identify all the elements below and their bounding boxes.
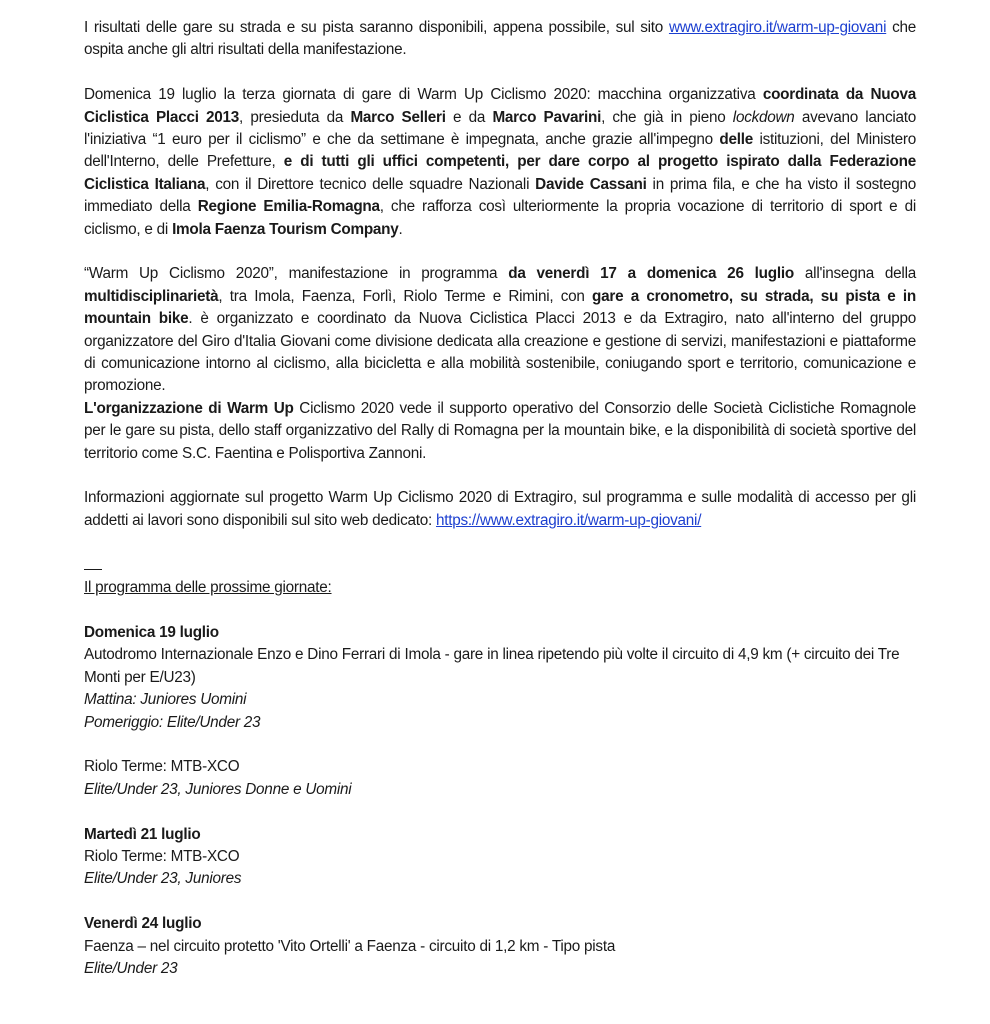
bold-race-types: gare a cronometro, su strada, su pista e in mountain bike (84, 287, 916, 328)
bold-multidisciplinarity: multidisciplinarietà (84, 287, 219, 305)
schedule-day-title: Domenica 19 luglio (84, 623, 219, 641)
text-span: Informazioni aggiornate sul progetto Warm Up Ciclismo 2020 di Extragiro, sul programma e sulle modalità di accesso per gli addetti ai lavori sono disponibili sul sito web dedicato: (84, 489, 916, 529)
schedule-day (84, 913, 916, 980)
event-description-paragraph (84, 263, 916, 397)
event-category: Pomeriggio: Elite/Under 23 (84, 713, 261, 731)
info-link[interactable]: https://www.extragiro.it/warm-up-giovani/ (436, 511, 702, 529)
schedule-day-title: Martedì 21 luglio (84, 825, 201, 843)
schedule-day (84, 622, 916, 801)
bold-organizer: coordinata da Nuova Ciclistica Placci 2013 (84, 86, 917, 126)
division-description: divisione dedicata alla creazione e gestione di servizi, manifestazioni e piattaforme di comunicazione intorno al ciclismo, alla bicicletta e alla mobilità sostenibile, coniugando sport e territorio, comunicazione e promozione. (84, 332, 916, 395)
results-link[interactable]: www.extragiro.it/warm-up-giovani (668, 19, 887, 36)
event-place: Riolo Terme: MTB-XCO (84, 758, 240, 776)
event-place: Faenza – nel circuito protetto 'Vito Ortelli' a Faenza - circuito di 1,2 km - Tipo pista (84, 937, 616, 955)
event-category: Mattina: Juniores Uomini (84, 691, 247, 709)
event-category: Elite/Under 23 (84, 959, 178, 977)
event-place: Riolo Terme: MTB-XCO (84, 847, 240, 865)
results-paragraph (84, 17, 916, 62)
separator-rule (84, 558, 102, 570)
bold-name-cassani: Davide Cassani (535, 175, 647, 193)
bold-tourism-company: Imola Faenza Tourism Company (172, 220, 399, 238)
bold-dates: da venerdì 17 a domenica 26 luglio (508, 265, 794, 283)
bold-organization: L'organizzazione di Warm Up (84, 399, 294, 417)
text-span: istituzioni, del Ministero dell'Interno, delle Prefetture, (84, 131, 916, 171)
text-span: e da (445, 108, 493, 126)
text-span: , tra Imola, Faenza, Forlì, Riolo Terme e Rimini, con (218, 287, 593, 305)
text-span: . (398, 220, 403, 238)
organization-paragraph (84, 398, 916, 465)
bold-name-pavarini: Marco Pavarini (492, 108, 602, 126)
text-span: “Warm Up Ciclismo 2020”, manifestazione in programma (84, 265, 509, 283)
info-paragraph (84, 487, 916, 532)
bold-federation-project: e di tutti gli uffici competenti, per dare corpo al progetto ispirato dalla Federazione Ciclistica Italiana (84, 153, 916, 193)
italic-lockdown: lockdown (732, 108, 795, 126)
document-page (84, 17, 916, 980)
results-text: I risultati delle gare su strada e su pista saranno disponibili, appena possibile, sul sito (84, 19, 669, 36)
text-span: , che già in pieno (601, 108, 733, 126)
text-span: all'insegna della (793, 265, 916, 283)
schedule-day (84, 824, 916, 891)
third-day-paragraph (84, 84, 916, 241)
text-span: , con il Direttore tecnico delle squadre Nazionali (205, 175, 536, 193)
text-span: Ciclismo 2020 vede il supporto operativo del Consorzio delle Società Ciclistiche Romagnole per le gare su pista, dello staff organizzativo del Rally di Romagna per la mountain bike, e la disponibilità di società sportive del territorio come S.C. Faentina e Polisportiva Zannoni. (84, 399, 916, 462)
text-span: , presieduta da (239, 108, 351, 126)
text-span: Domenica 19 luglio la terza giornata di gare di Warm Up Ciclismo 2020: macchina organizzativa (84, 86, 763, 104)
text-span: in prima fila, e che ha visto il sostegno immediato della (84, 175, 917, 216)
text-span: , che rafforza così ulteriormente la propria vocazione di territorio di sport e di ciclismo, e di (84, 198, 916, 238)
event-place: Autodromo Internazionale Enzo e Dino Ferrari di Imola - gare in linea ripetendo più volte il circuito di 4,9 km (+ circuito dei Tre Monti per E/U23) (84, 646, 900, 686)
event-category: Elite/Under 23, Juniores Donne e Uomini (84, 780, 352, 798)
bold-region: Regione Emilia-Romagna (197, 198, 380, 216)
event-category: Elite/Under 23, Juniores (84, 870, 242, 888)
schedule-heading: Il programma delle prossime giornate: (84, 579, 332, 597)
bold-delle: delle (719, 131, 753, 149)
separator (84, 555, 916, 577)
schedule-day-title: Venerdì 24 luglio (84, 915, 202, 933)
text-span: avevano lanciato l'iniziativa “1 euro per il ciclismo” e che da settimane è impegnata, anche grazie all'impegno (84, 108, 917, 149)
bold-name-selleri: Marco Selleri (350, 108, 446, 126)
text-span: . è organizzato e coordinato da Nuova Ciclistica Placci 2013 e da Extragiro, nato all'interno del gruppo organizzatore del Giro d'Italia Giovani come (84, 310, 916, 350)
results-text-end: che ospita anche gli altri risultati della manifestazione. (84, 19, 916, 59)
